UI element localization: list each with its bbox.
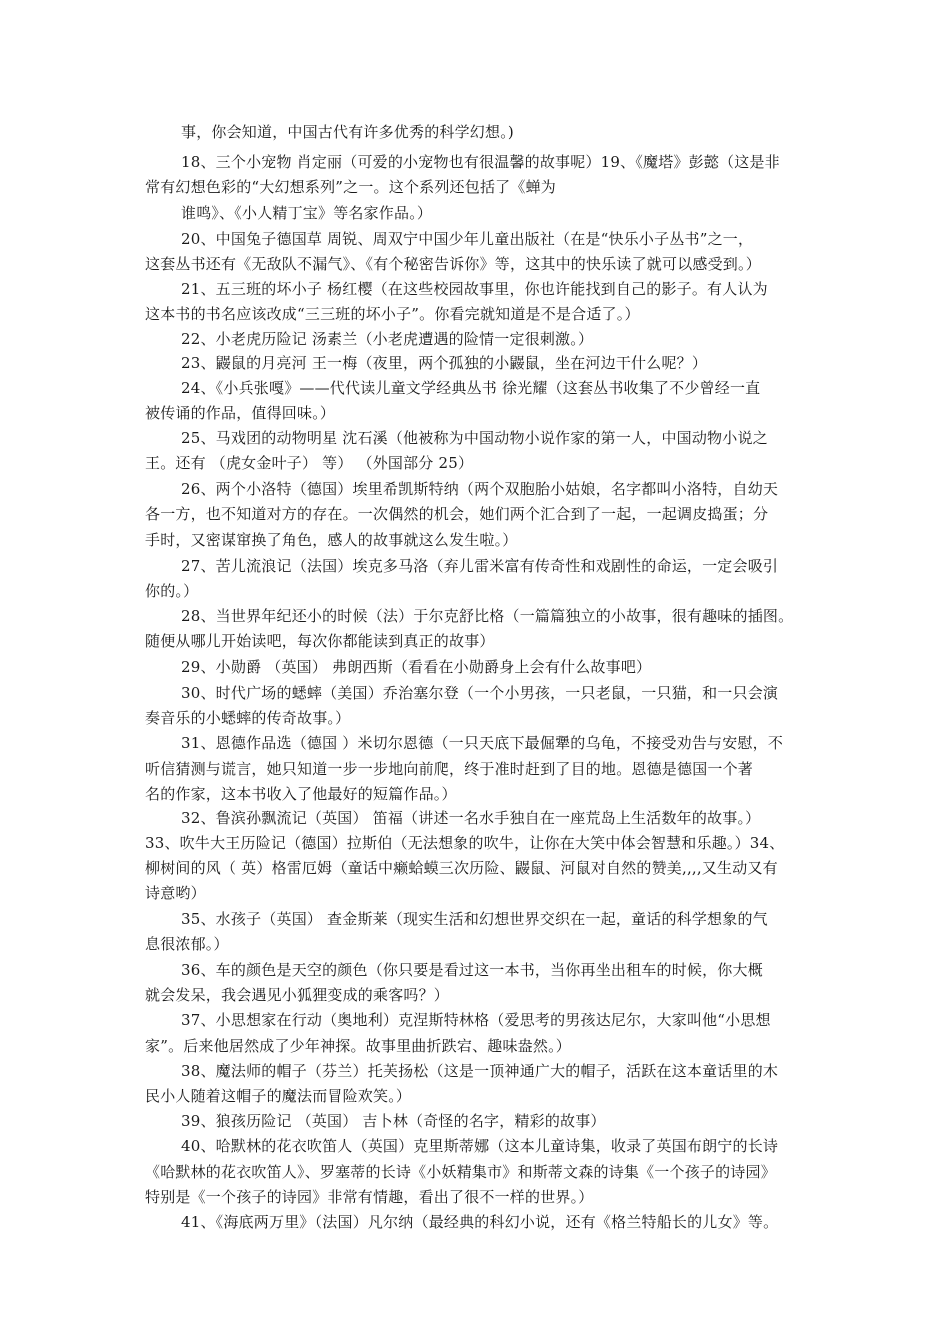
text-line-7: 21、五三班的坏小子 杨红樱（在这些校园故事里，你也许能找到自己的影子。有人认为 [181,280,768,298]
text-line-11: 24、《小兵张嘎》——代代读儿童文学经典丛书 徐光耀（这套丛书收集了不少曾经一直 [181,379,761,397]
text-line-34: 36、车的颜色是天空的颜色（你只要是看过这一本书，当你再坐出租车的时候，你大概 [181,961,763,979]
text-line-15: 26、两个小洛特（德国）埃里希凯斯特纳（两个双胞胎小姑娘，名字都叫小洛特，自幼天 [181,480,779,498]
text-line-6: 这套丛书还有《无敌队不漏气》、《有个秘密告诉你》等，这其中的快乐读了就可以感受到。） [145,255,761,273]
text-line-44: 41、《海底两万里》（法国）凡尔纳（最经典的科幻小说，还有《格兰特船长的儿女》等。 [181,1213,779,1231]
text-line-8: 这本书的书名应该改成“三三班的坏小子”。你看完就知道是不是合适了。） [145,305,640,323]
text-line-12: 被传诵的作品，值得回味。） [145,404,336,422]
text-line-19: 你的。） [145,582,199,600]
text-line-31: 诗意哟） [145,884,206,902]
text-line-36: 37、小思想家在行动（奥地利）克涅斯特林格（爱思考的男孩达尼尔，大家叫他“小思想 [181,1011,771,1029]
text-line-26: 听信猜测与谎言，她只知道一步一步地向前爬，终于准时赶到了目的地。恩德是德国一个著 [145,760,754,778]
text-line-42: 《哈默林的花衣吹笛人》、罗塞蒂的长诗《小妖精集市》和斯蒂文森的诗集《一个孩子的诗园》 [145,1163,776,1181]
text-line-25: 31、恩德作品选（德国 ）米切尔恩德（一只天底下最倔犟的乌龟，不接受劝告与安慰，不 [181,734,784,752]
text-line-9: 22、小老虎历险记 汤素兰（小老虎遭遇的险情一定很刺激。） [181,330,594,348]
text-line-22: 29、小勋爵 （英国） 弗朗西斯（看看在小勋爵身上会有什么故事吧） [181,658,652,676]
text-line-30: 柳树间的风（ 英）格雷厄姆（童话中癞蛤蟆三次历险、鼹鼠、河鼠对自然的赞美,,,,又生动又有 [145,859,778,877]
text-line-3: 常有幻想色彩的“大幻想系列”之一。这个系列还包括了《蝉为 [145,178,556,196]
text-line-5: 20、中国兔子德国草 周锐、周双宁中国少年儿童出版社（在是“快乐小子丛书”之一， [181,230,754,248]
text-line-37: 家”。后来他居然成了少年神探。故事里曲折跌宕、趣味盎然。） [145,1037,571,1055]
text-line-28: 32、鲁滨孙飘流记（英国） 笛福（讲述一名水手独自在一座荒岛上生活数年的故事。） [181,809,761,827]
text-line-43: 特别是《一个孩子的诗园》非常有情趣，看出了很不一样的世界。） [145,1188,594,1206]
text-line-29: 33、吹牛大王历险记（德国）拉斯伯（无法想象的吹牛，让你在大笑中体会智慧和乐趣。）34、 [145,834,785,852]
text-line-41: 40、哈默林的花衣吹笛人（英国）克里斯蒂娜（这本儿童诗集，收录了英国布朗宁的长诗 [181,1137,779,1155]
text-line-17: 手时，又密谋窜换了角色，感人的故事就这么发生啦。） [145,531,518,549]
text-line-32: 35、水孩子（英国） 查金斯莱（现实生活和幻想世界交织在一起，童话的科学想象的气 [181,910,768,928]
text-line-20: 28、当世界年纪还小的时候（法）于尔克舒比格（一篇篇独立的小故事，很有趣味的插图。 [181,607,794,625]
text-line-4: 谁鸣》、《小人精丁宝》等名家作品。） [181,204,433,222]
text-line-27: 名的作家，这本书收入了他最好的短篇作品。） [145,785,457,803]
text-line-16: 各一方，也不知道对方的存在。一次偶然的机会，她们两个汇合到了一起，一起调皮捣蛋；分 [145,505,769,523]
text-line-35: 就会发呆，我会遇见小狐狸变成的乘客吗？） [145,986,450,1004]
text-line-23: 30、时代广场的蟋蟀（美国）乔治塞尔登（一个小男孩，一只老鼠，一只猫，和一只会演 [181,684,779,702]
text-line-1: 事，你会知道，中国古代有许多优秀的科学幻想。) [181,123,514,141]
text-line-10: 23、鼹鼠的月亮河 王一梅（夜里，两个孤独的小鼹鼠，坐在河边干什么呢？） [181,354,708,372]
text-line-24: 奏音乐的小蟋蟀的传奇故事。） [145,709,351,727]
text-line-38: 38、魔法师的帽子（芬兰）托芙扬松（这是一顶神通广大的帽子，活跃在这本童话里的木 [181,1062,779,1080]
text-line-40: 39、狼孩历险记 （英国） 吉卜林（奇怪的名字，精彩的故事） [181,1112,606,1130]
text-line-39: 民小人随着这帽子的魔法而冒险欢笑。） [145,1087,412,1105]
text-line-14: 王。还有 （虎女金叶子） 等） （外国部分 25） [145,454,474,472]
text-line-2: 18、三个小宠物 肖定丽（可爱的小宠物也有很温馨的故事呢）19、《魔塔》彭懿（这是非 [181,153,780,171]
text-line-21: 随便从哪儿开始读吧，每次你都能读到真正的故事） [145,632,495,650]
text-line-18: 27、苦儿流浪记（法国）埃克多马洛（弃儿雷米富有传奇性和戏剧性的命运，一定会吸引 [181,557,779,575]
text-line-33: 息很浓郁。） [145,935,229,953]
text-line-13: 25、马戏团的动物明星 沈石溪（他被称为中国动物小说作家的第一人，中国动物小说之 [181,429,768,447]
